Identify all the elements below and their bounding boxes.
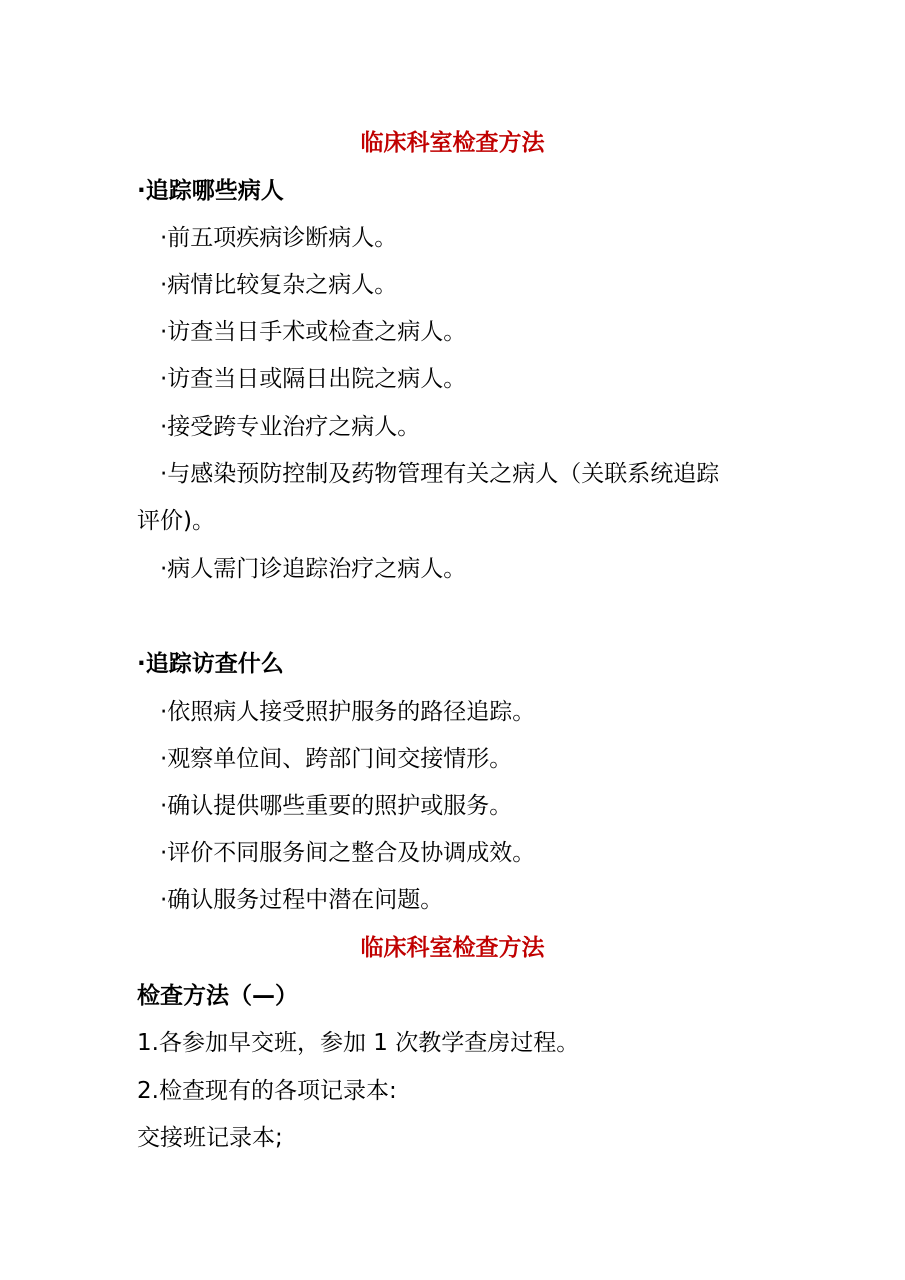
paragraph-line: 交接班记录本; xyxy=(137,1125,283,1151)
list-item: ·访查当日手术或检查之病人。 xyxy=(160,319,467,345)
list-item-continuation: 评价)。 xyxy=(137,508,215,534)
page-title: 临床科室检查方法 xyxy=(360,130,545,156)
list-item: ·接受跨专业治疗之病人。 xyxy=(160,414,421,440)
section-heading-what-to-track: ·追踪访查什么 xyxy=(137,651,284,677)
list-item: ·与感染预防控制及药物管理有关之病人（关联系统追踪 xyxy=(160,461,720,487)
list-item: ·依照病人接受照护服务的路径追踪。 xyxy=(160,699,536,725)
list-item: ·病人需门诊追踪治疗之病人。 xyxy=(160,556,467,582)
list-item: ·确认提供哪些重要的照护或服务。 xyxy=(160,793,513,819)
paragraph-line: 1.各参加早交班，参加 1 次教学查房过程。 xyxy=(137,1030,580,1056)
section-heading-which-patients: ·追踪哪些病人 xyxy=(137,178,284,204)
list-item: ·访查当日或隔日出院之病人。 xyxy=(160,366,467,392)
list-item: ·确认服务过程中潜在问题。 xyxy=(160,887,444,913)
list-item: ·病情比较复杂之病人。 xyxy=(160,272,398,298)
section-heading-inspection-method: 检查方法（—） xyxy=(137,983,298,1009)
list-item: ·评价不同服务间之整合及协调成效。 xyxy=(160,840,536,866)
list-item: ·观察单位间、跨部门间交接情形。 xyxy=(160,746,513,772)
page-title-repeat: 临床科室检查方法 xyxy=(360,935,545,961)
list-item: ·前五项疾病诊断病人。 xyxy=(160,225,398,251)
paragraph-line: 2.检查现有的各项记录本: xyxy=(137,1078,397,1104)
